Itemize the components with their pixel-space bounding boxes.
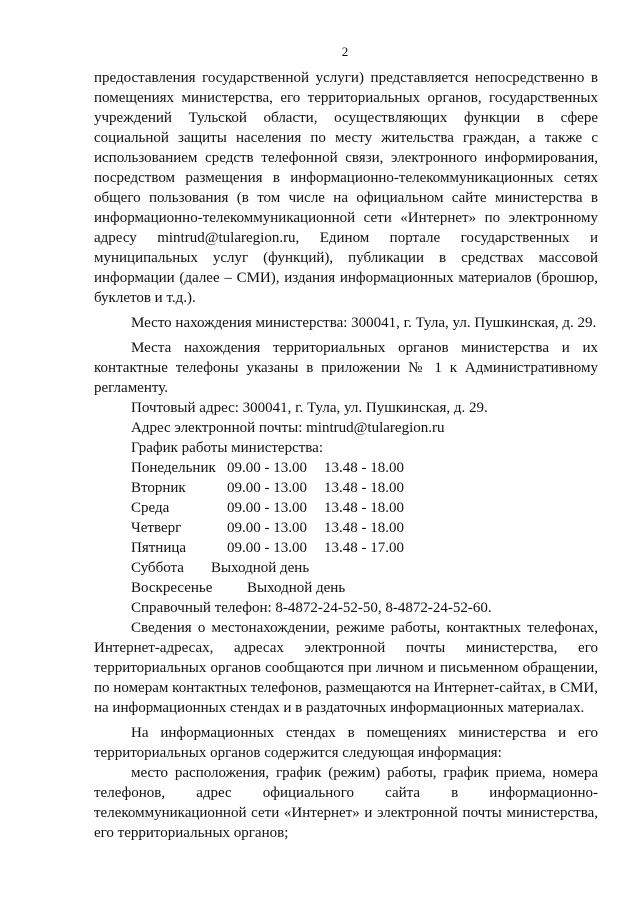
schedule-row	[94, 478, 598, 498]
schedule-row	[94, 498, 598, 518]
paragraph-info-channels: предоставления государственной услуги) представляется непосредственно в помещениях министерства, его территориальных органов, государственных учреждений Тульской области, осуществляющих функции в сфере социальной защиты населения по месту жительства граждан, а также с использованием средств телефонной связи, электронного информирования, посредством размещения в информационно-телекоммуникационных сетях общего пользования (в том числе на официальном сайте министерства в информационно-телекоммуникационной сети «Интернет» по электронному адресу mintrud@tularegion.ru, Едином портале государственных и муниципальных услуг (функций), публикации в средствах массовой информации (далее – СМИ), издания информационных материалов (брошюр, буклетов и т.д.).	[94, 70, 598, 306]
paragraph-territorial-bodies: Места нахождения территориальных органов министерства и их контактные телефоны указаны в приложении № 1 к Административному регламенту.	[94, 340, 598, 396]
reference-phone: Справочный телефон: 8-4872-24-52-50, 8-4872-24-52-60.	[131, 600, 492, 616]
schedule-row	[94, 538, 598, 558]
schedule-afternoon: 13.48 - 18.00	[324, 520, 404, 536]
schedule-morning: 09.00 - 13.00	[227, 540, 307, 556]
weekend-row	[94, 578, 598, 598]
schedule-day: Суббота	[131, 560, 184, 576]
schedule-row	[94, 518, 598, 538]
schedule-day: Вторник	[131, 480, 186, 496]
schedule-day: Понедельник	[131, 460, 216, 476]
schedule-day: Среда	[131, 500, 170, 516]
weekend-status: Выходной день	[211, 560, 310, 576]
schedule-morning: 09.00 - 13.00	[227, 460, 307, 476]
paragraph-info-stands: На информационных стендах в помещениях министерства и его территориальных органов содержится следующая информация:	[94, 725, 598, 761]
weekend-row	[94, 558, 598, 578]
paragraph-ministry-location: Место нахождения министерства: 300041, г. Тула, ул. Пушкинская, д. 29.	[131, 315, 597, 331]
schedule-morning: 09.00 - 13.00	[227, 520, 307, 536]
schedule-afternoon: 13.48 - 17.00	[324, 540, 404, 556]
schedule-morning: 09.00 - 13.00	[227, 500, 307, 516]
schedule-morning: 09.00 - 13.00	[227, 480, 307, 496]
document-body	[94, 68, 598, 843]
postal-address: Почтовый адрес: 300041, г. Тула, ул. Пушкинская, д. 29.	[131, 400, 488, 416]
email-address: Адрес электронной почты: mintrud@tularegion.ru	[131, 420, 445, 436]
schedule-day: Четверг	[131, 520, 182, 536]
paragraph-contact-info: Сведения о местонахождении, режиме работы, контактных телефонах, Интернет-адресах, адресах электронной почты министерства, его территориальных органов сообщаются при личном и письменном обращении, по номерам контактных телефонов, размещаются на Интернет-сайтах, в СМИ, на информационных стендах и в раздаточных информационных материалах.	[94, 620, 598, 716]
schedule-day: Пятница	[131, 540, 187, 556]
paragraph-stand-contents: место расположения, график (режим) работы, график приема, номера телефонов, адрес официального сайта в информационно-телекоммуникационной сети «Интернет» и электронной почты министерства, его территориальных органов;	[94, 765, 598, 841]
schedule-row	[94, 458, 598, 478]
schedule-afternoon: 13.48 - 18.00	[324, 500, 404, 516]
weekend-status: Выходной день	[247, 580, 346, 596]
page-number: 2	[341, 44, 349, 59]
schedule-title: График работы министерства:	[131, 440, 324, 456]
schedule-day: Воскресенье	[131, 580, 213, 596]
schedule-afternoon: 13.48 - 18.00	[324, 480, 404, 496]
schedule-afternoon: 13.48 - 18.00	[324, 460, 404, 476]
schedule-table	[94, 458, 598, 598]
